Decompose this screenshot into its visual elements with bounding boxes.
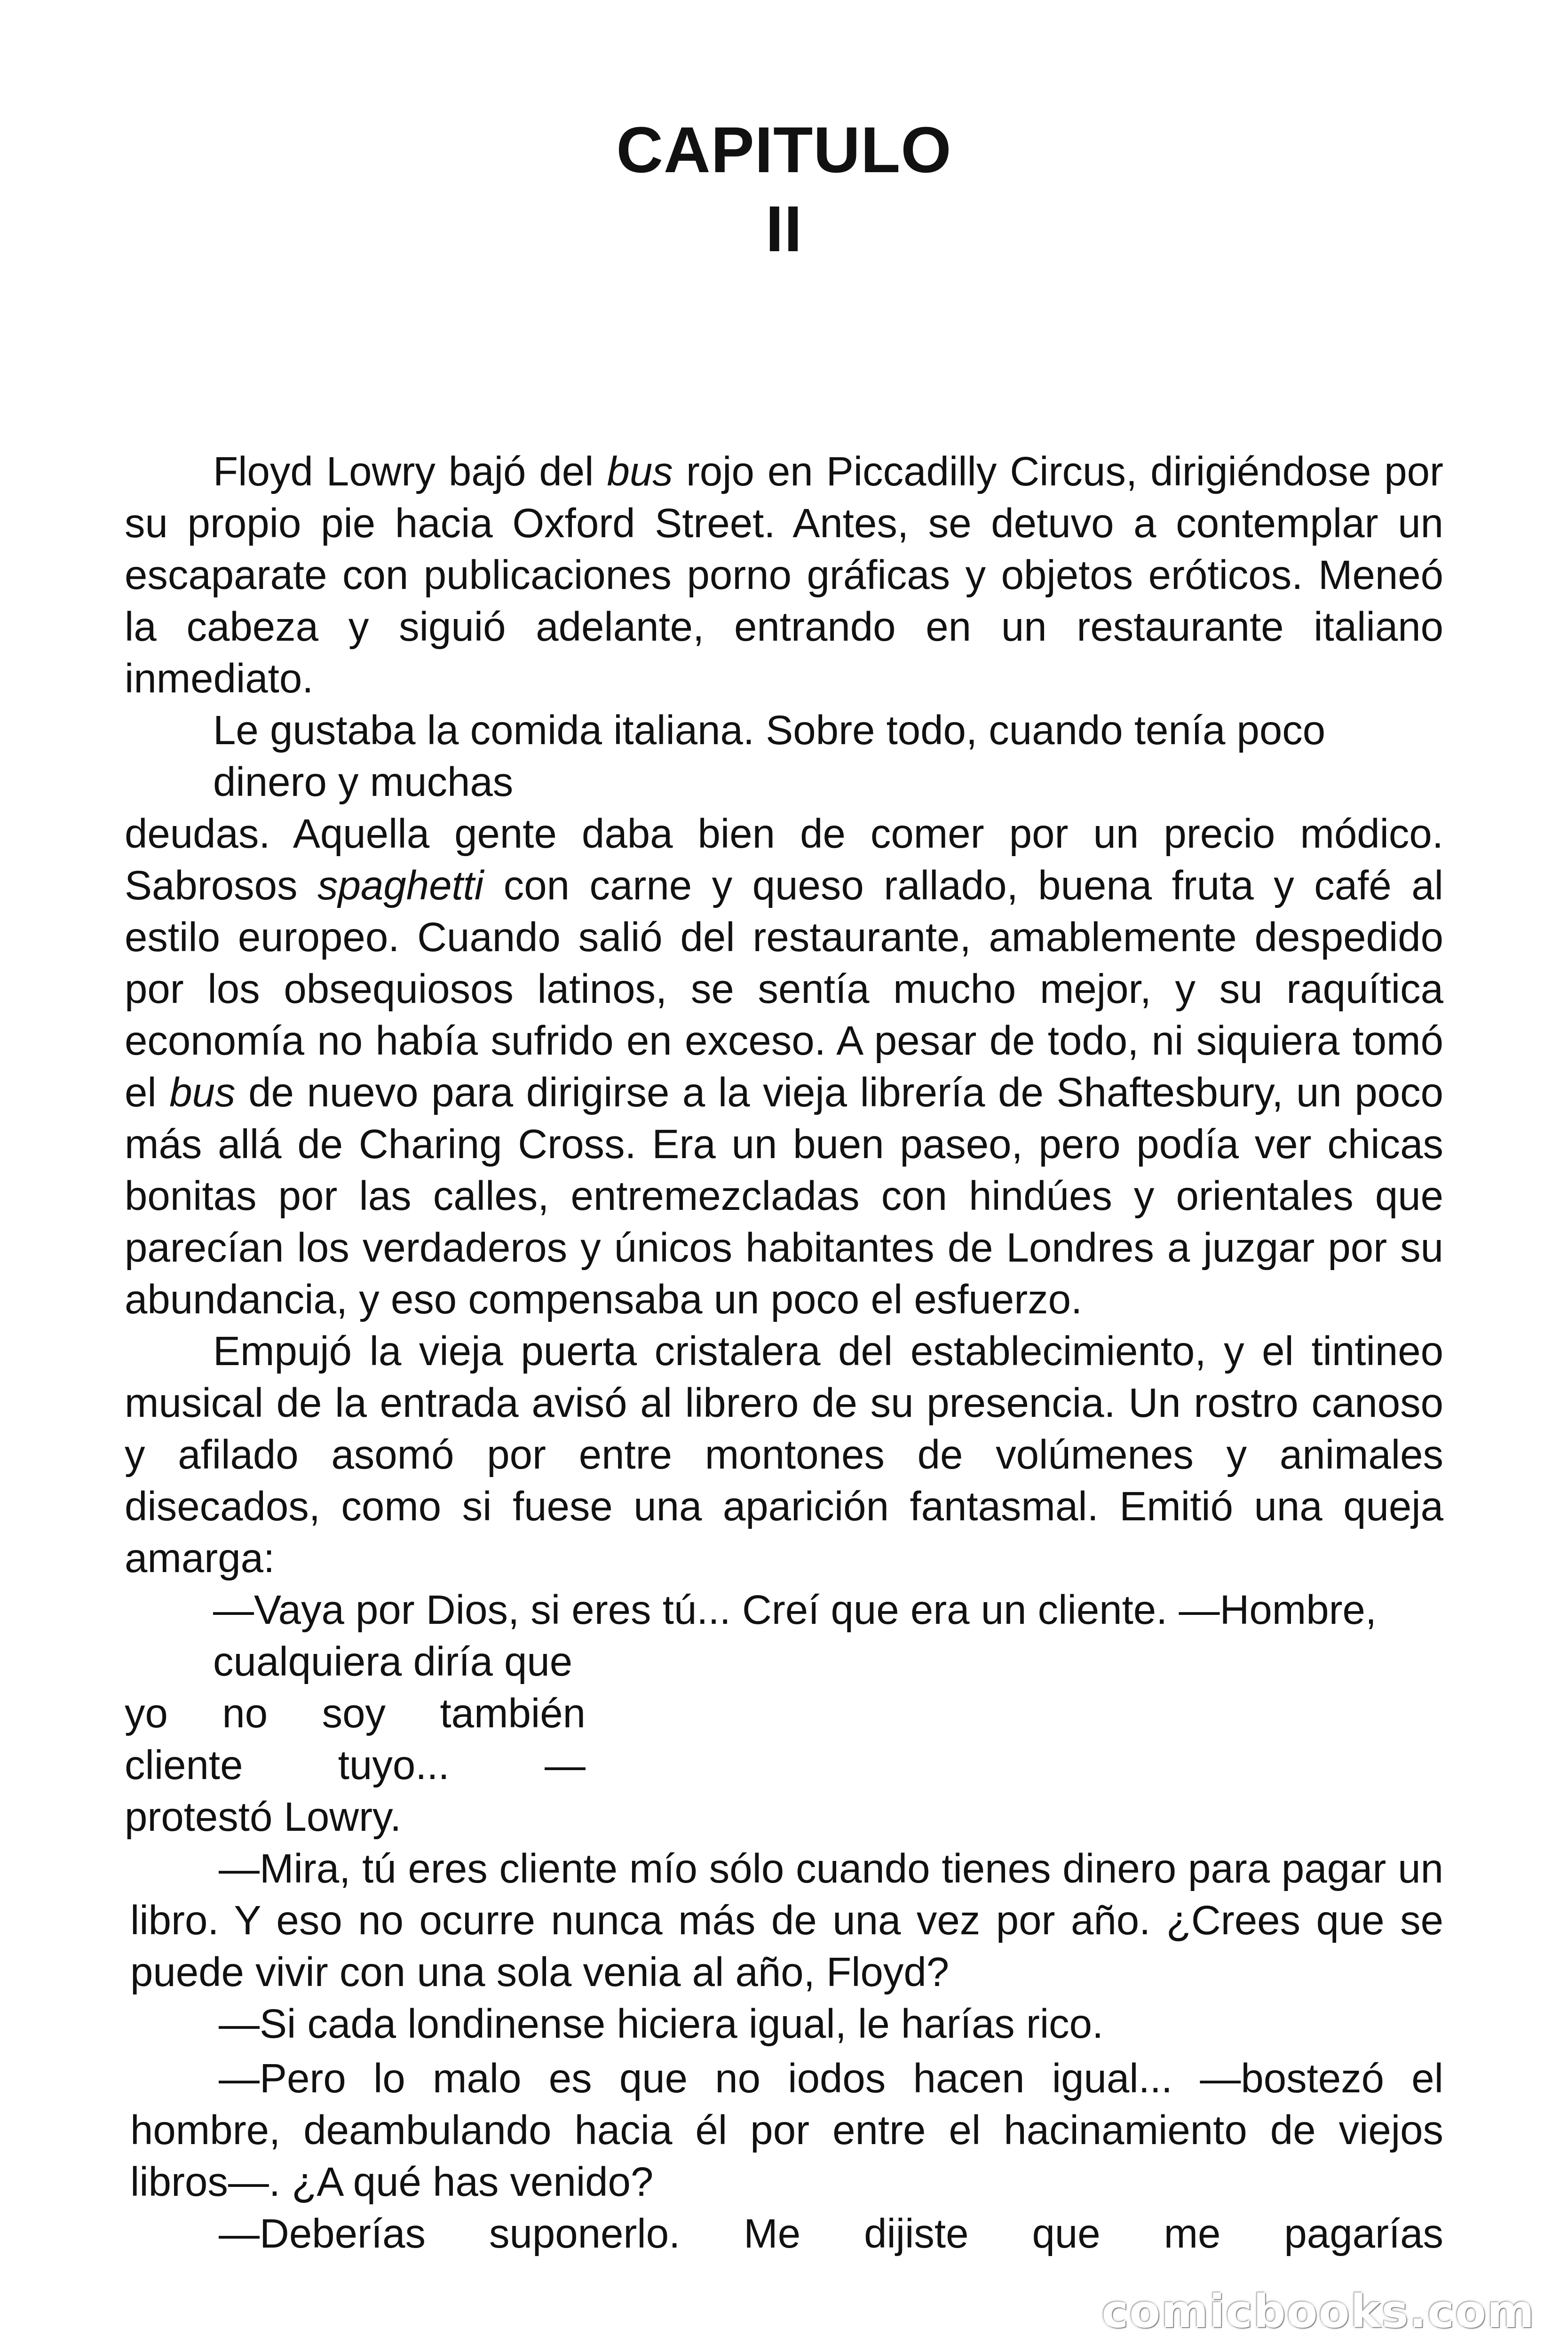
paragraph-2 — [125, 705, 1443, 1326]
paragraph-1-italic: bus — [607, 449, 673, 494]
paragraph-2-text-c: de nuevo para dirigirse a la vieja librería de Shaftesbury, un poco más allá de Charing Cross. Era un buen paseo, pero podía ver chicas bonitas por las calles, entremezcladas con hindúes y orientales que parecían los verdaderos y únicos habitantes de Londres a juzgar por su abundancia, y eso compensaba un poco el esfuerzo. — [125, 1070, 1443, 1322]
paragraph-4-line-2: cualquiera diría que — [213, 1639, 573, 1685]
paragraph-6: —Si cada londinense hiciera igual, le harías rico. — [219, 2001, 1104, 2047]
paragraph-8: —Deberías suponerlo. Me dijiste que me pagarías — [219, 2211, 1443, 2257]
paragraph-3: Empujó la vieja puerta cristalera del establecimiento, y el tintineo musical de la entrada avisó al librero de su presencia. Un rostro canoso y afilado asomó por entre montones de volúmenes y animales disecados, como si fuese una aparición fantasmal. Emitió una queja amarga: — [125, 1328, 1443, 1581]
paragraph-2-line-1: Le gustaba la comida italiana. Sobre todo, cuando tenía poco — [213, 707, 1326, 753]
paragraph-2-line-2: dinero y muchas — [213, 759, 514, 805]
paragraph-1-text-b: rojo en Piccadilly Circus, dirigiéndose por su propio pie hacia Oxford Street. Antes, se detuvo a contemplar un escaparate con publicaciones porno gráficas y objetos eróticos. Meneó la cabeza y siguió adelante, entrando en un restaurante italiano inmediato. — [125, 449, 1443, 701]
chapter-body — [125, 446, 1443, 2260]
paragraph-5: —Mira, tú eres cliente mío sólo cuando tienes dinero para pagar un libro. Y eso no ocurre nunca más de una vez por año. ¿Crees que se puede vivir con una sola venia al año, Floyd? — [130, 1846, 1443, 1995]
paragraph-4-narrow-2: cliente tuyo... — — [125, 1742, 586, 1788]
paragraph-7: —Pero lo malo es que no iodos hacen igual... —bostezó el hombre, deambulando hacia él por entre el hacinamiento de viejos libros—. ¿A qué has venido? — [130, 2056, 1443, 2205]
paragraph-2-italic-spaghetti: spaghetti — [317, 863, 484, 908]
chapter-number: II — [765, 193, 803, 265]
paragraph-2-body — [125, 808, 1443, 1326]
paragraph-4 — [125, 1584, 1443, 1843]
watermark: comicbooks.com — [1101, 2285, 1535, 2338]
paragraph-4-narrow-3: protestó Lowry. — [125, 1794, 402, 1840]
paragraph-1-text-a: Floyd Lowry bajó del — [213, 449, 607, 494]
dialogue-block — [125, 1843, 1443, 2260]
paragraph-2-italic-bus: bus — [169, 1070, 236, 1115]
paragraph-4-narrow-1: yo no soy también — [125, 1691, 586, 1736]
chapter-label: CAPITULO — [616, 114, 952, 186]
paragraph-2-text-a: deudas. Aquella gente daba bien de comer por un precio módico. Sabrosos — [125, 811, 1443, 908]
paragraph-4-line-1: —Vaya por Dios, si eres tú... Creí que era un cliente. —Hombre, — [213, 1587, 1377, 1633]
paragraph-2-text-b: con carne y queso rallado, buena fruta y café al estilo europeo. Cuando salió del restaurante, amablemente despedido por los obsequiosos latinos, se sentía mucho mejor, y su raquítica economía no había sufrido en exceso. A pesar de todo, ni siquiera tomó el — [125, 863, 1443, 1115]
paragraph-1 — [125, 446, 1443, 705]
chapter-title — [0, 111, 1568, 269]
